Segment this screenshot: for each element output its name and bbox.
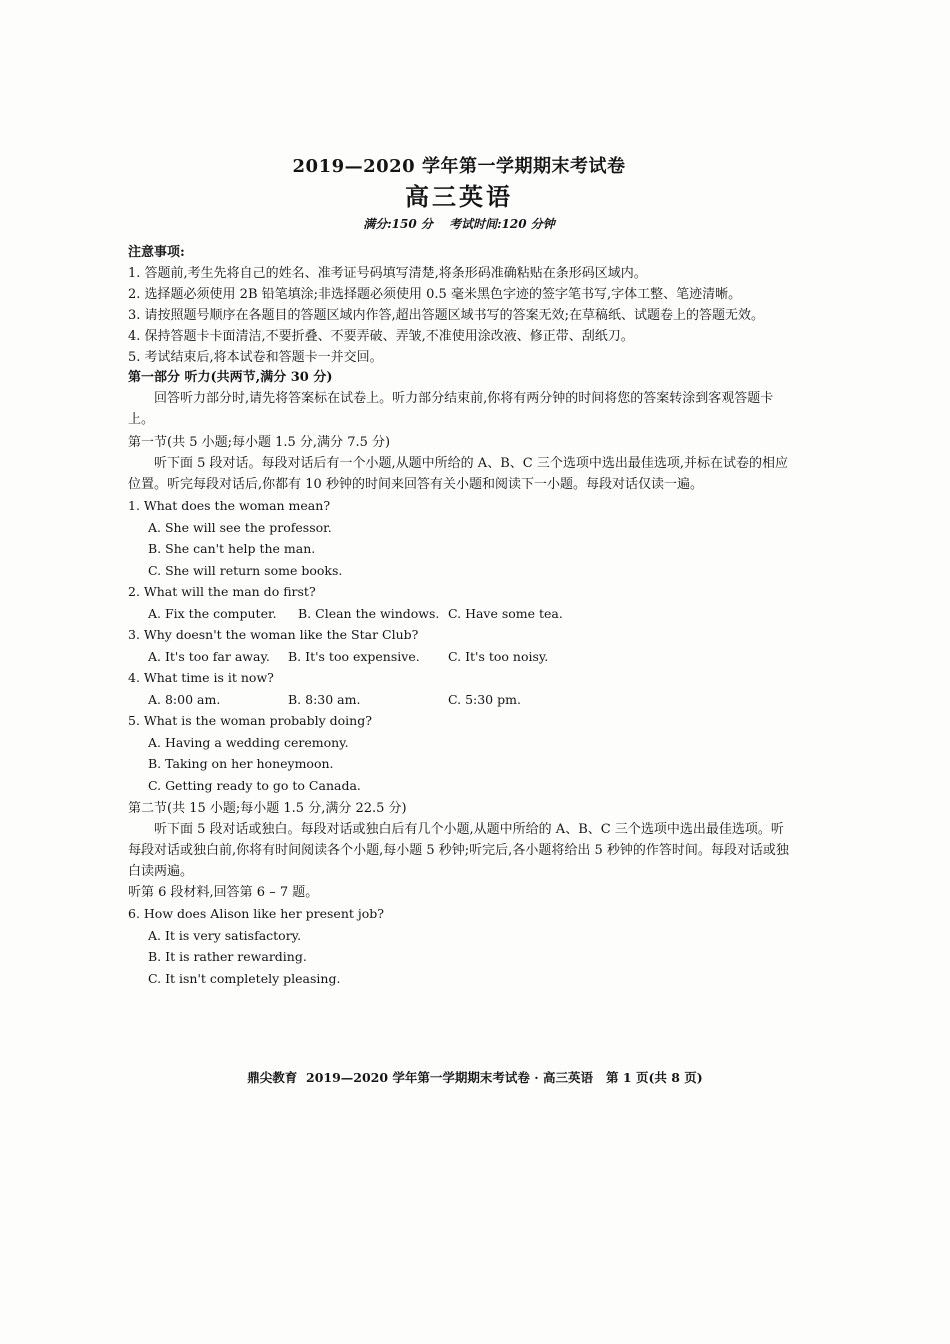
option-b: B. Taking on her honeymoon. [148, 756, 334, 771]
option-c: C. It isn't completely pleasing. [148, 970, 341, 986]
question-5 [128, 710, 790, 796]
question-6 [128, 903, 790, 989]
question-text: 4. What time is it now? [128, 670, 274, 685]
part1-intro: 回答听力部分时,请先将答案标在试卷上。听力部分结束前,你将有两分钟的时间将您的答案转涂到客观答题卡上。 [128, 391, 774, 427]
option-a: A. It's too far away. [148, 648, 270, 664]
option-a: A. 8:00 am. [148, 691, 221, 707]
note-item-1: 1. 答题前,考生先将自己的姓名、准考证号码填写清楚,将条形码准确粘贴在条形码区域内。 [128, 266, 647, 281]
option-b: B. 8:30 am. [288, 691, 361, 707]
question-1 [128, 495, 790, 581]
section2-heading: 第二节(共 15 小题;每小题 1.5 分,满分 22.5 分) [128, 801, 407, 816]
part1-heading: 第一部分 听力(共两节,满分 30 分) [128, 370, 333, 385]
section2-material: 听第 6 段材料,回答第 6 – 7 题。 [128, 885, 319, 900]
option-c: C. Have some tea. [448, 605, 563, 621]
option-c: C. It's too noisy. [448, 648, 549, 664]
option-c: C. 5:30 pm. [448, 691, 521, 707]
question-text: 6. How does Alison like her present job? [128, 906, 384, 921]
section1-intro: 听下面 5 段对话。每段对话后有一个小题,从题中所给的 A、B、C 三个选项中选出最佳选项,并标在试卷的相应位置。听完每段对话后,你都有 10 秒钟的时间来回答有关小题和阅读下一小题。每段对话仅读一遍。 [128, 456, 788, 492]
question-text: 3. Why doesn't the woman like the Star Club? [128, 627, 419, 642]
page-footer: 鼎尖教育 2019—2020 学年第一学期期末考试卷 · 高三英语 第 1 页(共 8 页) [247, 1070, 703, 1085]
exam-subject: 高三英语 [405, 182, 513, 211]
options-row [148, 646, 790, 668]
note-item-3: 3. 请按照题号顺序在各题目的答题区域内作答,超出答题区域书写的答案无效;在草稿纸、试题卷上的答题无效。 [128, 308, 765, 323]
option-a: A. Having a wedding ceremony. [148, 734, 349, 750]
page-content [128, 155, 790, 989]
option-b: B. It's too expensive. [288, 648, 420, 664]
note-item-4: 4. 保持答题卡卡面清洁,不要折叠、不要弄破、弄皱,不准使用涂改液、修正带、刮纸刀。 [128, 329, 634, 344]
option-a: A. Fix the computer. [148, 605, 277, 621]
exam-meta [128, 215, 790, 233]
question-3 [128, 624, 790, 667]
option-a: A. It is very satisfactory. [148, 927, 302, 943]
question-2 [128, 581, 790, 624]
note-item-2: 2. 选择题必须使用 2B 铅笔填涂;非选择题必须使用 0.5 毫米黑色字迹的签字笔书写,字体工整、笔迹清晰。 [128, 287, 742, 302]
options-row [148, 603, 790, 625]
question-text: 5. What is the woman probably doing? [128, 713, 372, 728]
option-c: C. She will return some books. [148, 562, 343, 578]
option-c: C. Getting ready to go to Canada. [148, 777, 361, 793]
options-row [148, 689, 790, 711]
option-b: B. Clean the windows. [298, 605, 440, 621]
option-b: B. She can't help the man. [148, 541, 316, 556]
note-item-5: 5. 考试结束后,将本试卷和答题卡一并交回。 [128, 350, 383, 365]
question-4 [128, 667, 790, 710]
full-score: 满分:150 分 [363, 217, 433, 231]
option-b: B. It is rather rewarding. [148, 949, 307, 964]
section1-heading: 第一节(共 5 小题;每小题 1.5 分,满分 7.5 分) [128, 435, 391, 450]
option-a: A. She will see the professor. [148, 519, 332, 535]
exam-time: 考试时间:120 分钟 [449, 217, 555, 231]
question-text: 2. What will the man do first? [128, 584, 316, 599]
section2-intro: 听下面 5 段对话或独白。每段对话或独白后有几个小题,从题中所给的 A、B、C 三个选项中选出最佳选项。听每段对话或独白前,你将有时间阅读各个小题,每小题 5 秒钟;听完后,各小题将给出 5 秒钟的作答时间。每段对话或独白读两遍。 [128, 822, 789, 879]
exam-title: 2019—2020 学年第一学期期末考试卷 [292, 156, 626, 177]
question-text: 1. What does the woman mean? [128, 498, 331, 513]
notes-heading: 注意事项: [128, 245, 185, 260]
